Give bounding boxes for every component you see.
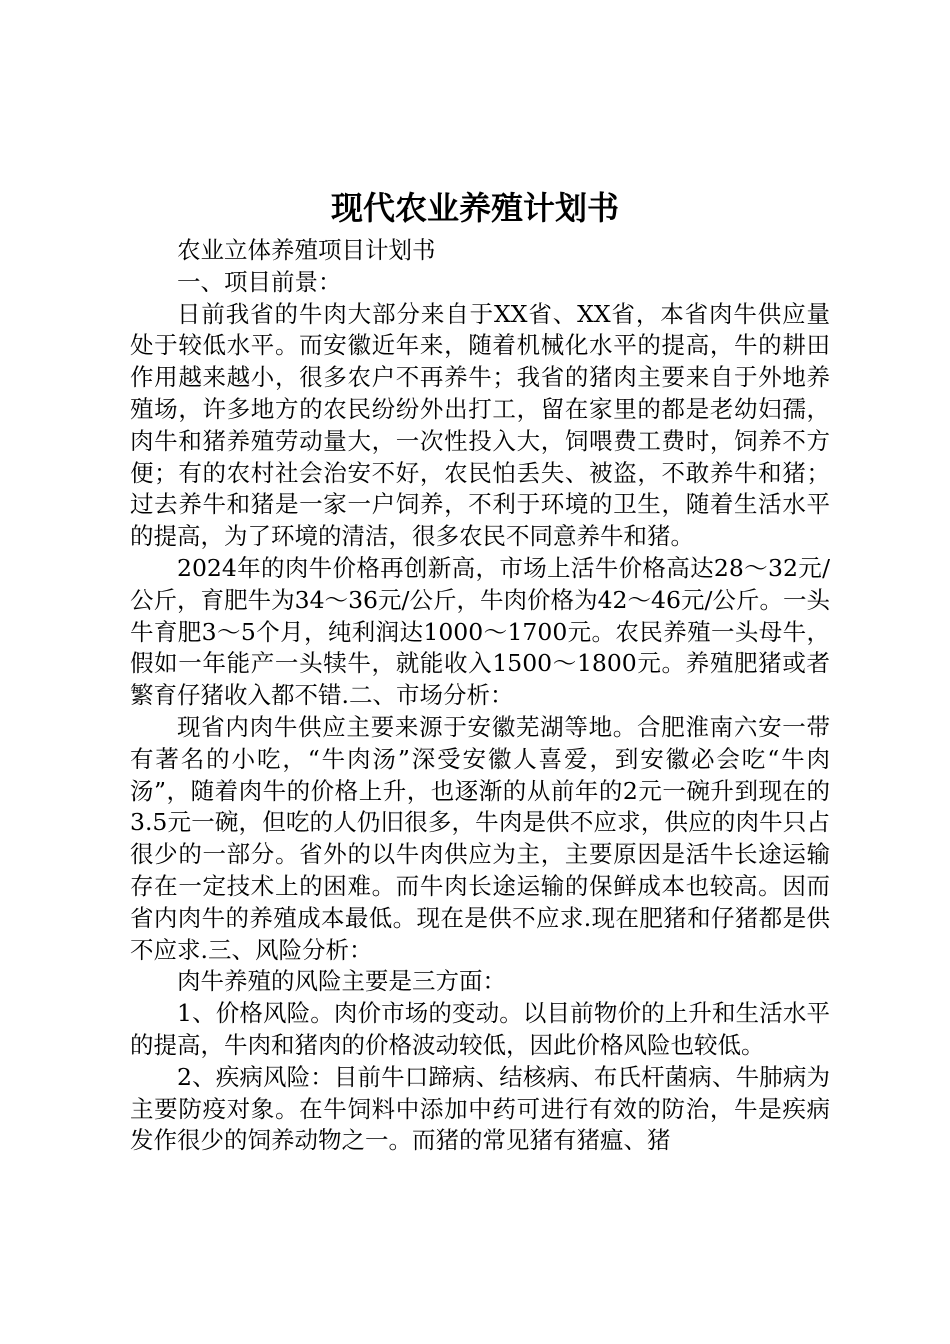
paragraph: 1、价格风险。肉价市场的变动。以目前物价的上升和生活水平的提高，牛肉和猪肉的价格波动较低，因此价格风险也较低。 — [130, 999, 830, 1059]
subtitle-line: 农业立体养殖项目计划书 — [177, 236, 436, 264]
paragraph: 肉牛养殖的风险主要是三方面： — [177, 967, 506, 996]
document-title: 现代农业养殖计划书 — [330, 189, 619, 227]
paragraph: 日前我省的牛肉大部分来自于XX省、XX省，本省肉牛供应量处于较低水平。而安徽近年来，随着机械化水平的提高，牛的耕田作用越来越小，很多农户不再养牛；我省的猪肉主要来自于外地养殖场，许多地方的农民纷纷外出打工，留在家里的都是老幼妇孺，肉牛和猪养殖劳动量大，一次性投入大，饲喂费工费时，饲养不方便；有的农村社会治安不好，农民怕丢失、被盗，不敢养牛和猪；过去养牛和猪是一家一户饲养，不利于环境的卫生，随着生活水平的提高，为了环境的清洁，很多农民不同意养牛和猪。 — [130, 299, 830, 551]
document-body — [130, 235, 830, 1157]
paragraph: 2、疾病风险：目前牛口蹄病、结核病、布氏杆菌病、牛肺病为主要防疫对象。在牛饲料中添加中药可进行有效的防治，牛是疾病发作很少的饲养动物之一。而猪的常见猪有猪瘟、猪 — [130, 1062, 830, 1155]
section-heading-project-prospect: 一、项目前景： — [177, 267, 342, 296]
paragraph: 现省内肉牛供应主要来源于安徽芜湖等地。合肥淮南六安一带有著名的小吃，“牛肉汤”深受安徽人喜爱，到安徽必会吃“牛肉汤”，随着肉牛的价格上升，也逐渐的从前年的2元一碗升到现在的3.5元一碗，但吃的人仍旧很多，牛肉是供不应求，供应的肉牛只占很少的一部分。省外的以牛肉供应为主，主要原因是活牛长途运输存在一定技术上的困难。而牛肉长途运输的保鲜成本也较高。因而省内肉牛的养殖成本最低。现在是供不应求.现在肥猪和仔猪都是供不应求.三、风险分析： — [130, 712, 830, 964]
paragraph: 2024年的肉牛价格再创新高，市场上活牛价格高达28～32元/公斤，育肥牛为34～36元/公斤，牛肉价格为42～46元/公斤。一头牛育肥3～5个月，纯利润达1000～1700元。农民养殖一头母牛，假如一年能产一头犊牛，就能收入1500～1800元。养殖肥猪或者繁育仔猪收入都不错.二、市场分析： — [130, 553, 830, 710]
